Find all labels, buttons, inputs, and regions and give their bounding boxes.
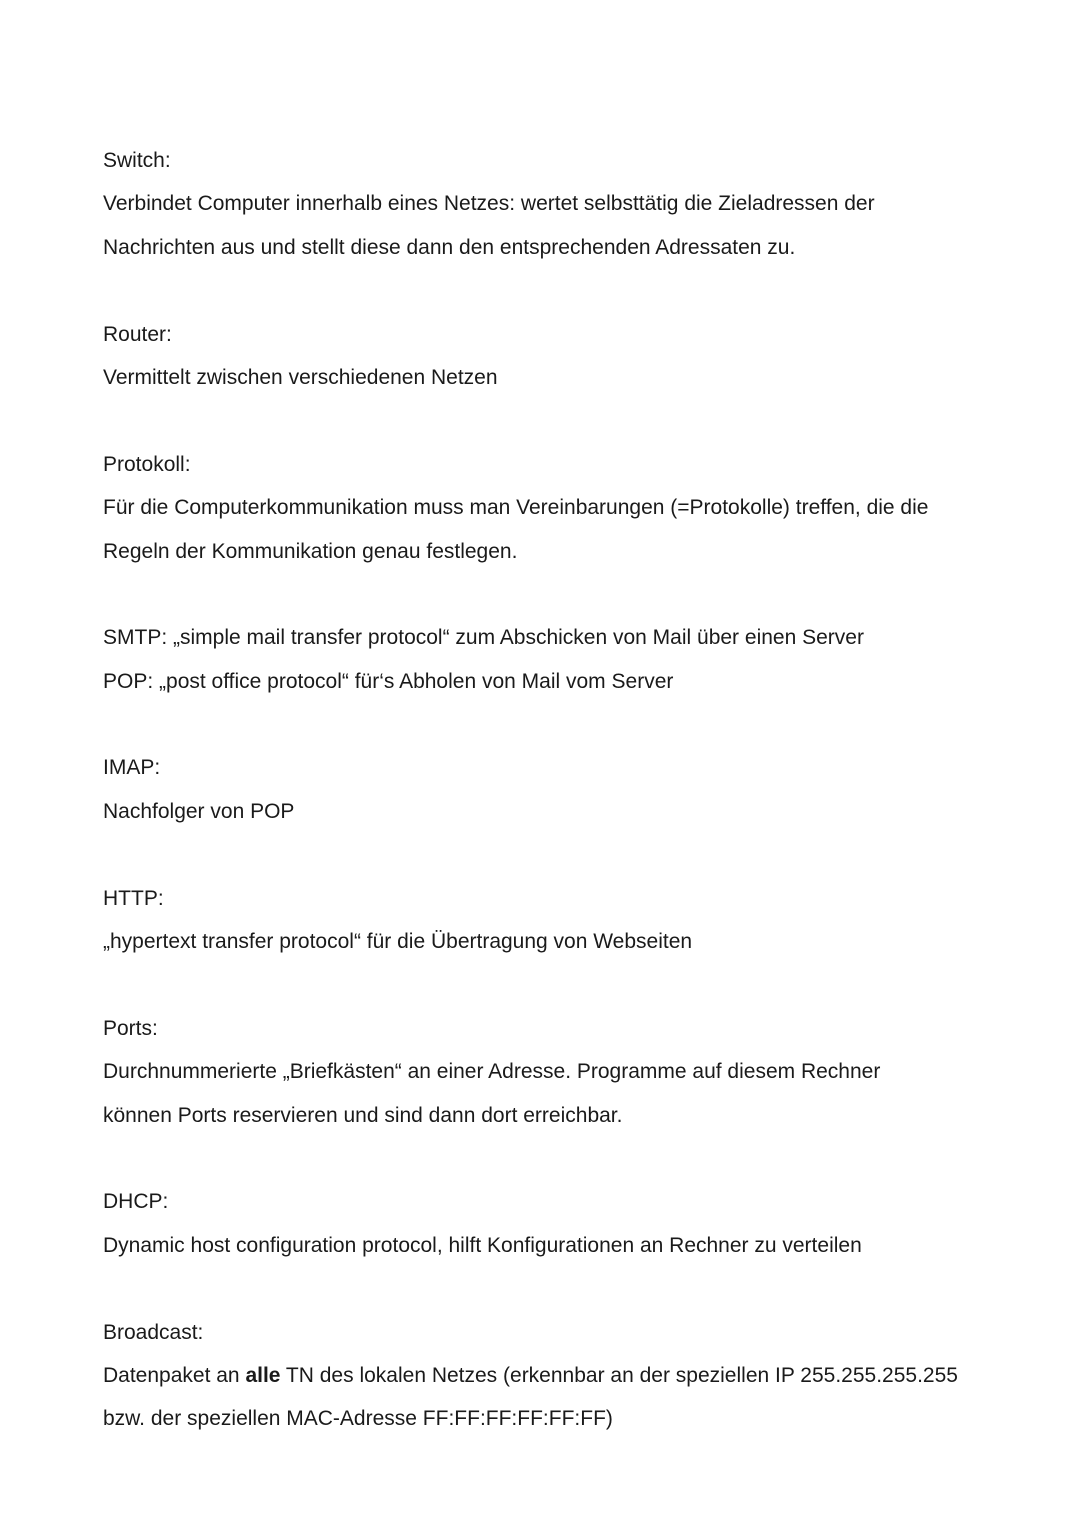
paragraph-gap (103, 269, 1003, 312)
http-heading: HTTP: (103, 886, 164, 910)
switch-heading: Switch: (103, 149, 171, 172)
router-text-line-1: Vermittelt zwischen verschiedenen Netzen (103, 365, 498, 389)
dhcp-heading: DHCP: (103, 1190, 169, 1214)
paragraph-gap (103, 963, 1003, 1006)
paragraph-gap (103, 1267, 1003, 1310)
ports-text-line-1: Durchnummerierte „Briefkästen“ an einer Adresse. Programme auf diesem Rechner (103, 1060, 881, 1084)
protokoll-heading: Protokoll: (103, 452, 191, 476)
imap-heading: IMAP: (103, 756, 161, 780)
broadcast-text-post: TN des lokalen Netzes (erkennbar an der speziellen IP 255.255.255.255 (280, 1363, 958, 1387)
switch-text-line-1: Verbindet Computer innerhalb eines Netzes: wertet selbsttätig die Zieladressen der (103, 192, 875, 216)
smtp-text: SMTP: „simple mail transfer protocol“ zum Abschicken von Mail über einen Server (103, 626, 864, 650)
paragraph-gap (103, 573, 1003, 616)
imap-text-line-1: Nachfolger von POP (103, 799, 295, 823)
broadcast-heading: Broadcast: (103, 1320, 204, 1344)
paragraph-gap (103, 833, 1003, 876)
router-heading: Router: (103, 322, 172, 346)
http-text-line-1: „hypertext transfer protocol“ für die Übertragung von Webseiten (103, 930, 693, 954)
switch-text-line-2: Nachrichten aus und stellt diese dann den entsprechenden Adressaten zu. (103, 235, 796, 259)
protokoll-text-line-1: Für die Computerkommunikation muss man Vereinbarungen (=Protokolle) treffen, die die (103, 496, 929, 520)
broadcast-text-line-1 (103, 1354, 1003, 1397)
ports-text-line-2: können Ports reservieren und sind dann dort erreichbar. (103, 1103, 623, 1127)
paragraph-gap (103, 399, 1003, 442)
pop-text: POP: „post office protocol“ für‘s Abholen von Mail vom Server (103, 669, 674, 693)
paragraph-gap (103, 703, 1003, 746)
broadcast-text-pre: Datenpaket an (103, 1363, 246, 1387)
document-page (103, 139, 1003, 1441)
dhcp-text-line-1: Dynamic host configuration protocol, hilft Konfigurationen an Rechner zu verteilen (103, 1233, 862, 1257)
protokoll-text-line-2: Regeln der Kommunikation genau festlegen. (103, 539, 518, 563)
broadcast-text-line-2: bzw. der speziellen MAC-Adresse FF:FF:FF:FF:FF:FF) (103, 1407, 613, 1431)
ports-heading: Ports: (103, 1016, 158, 1040)
paragraph-gap (103, 1137, 1003, 1180)
broadcast-text-bold: alle (245, 1363, 281, 1387)
